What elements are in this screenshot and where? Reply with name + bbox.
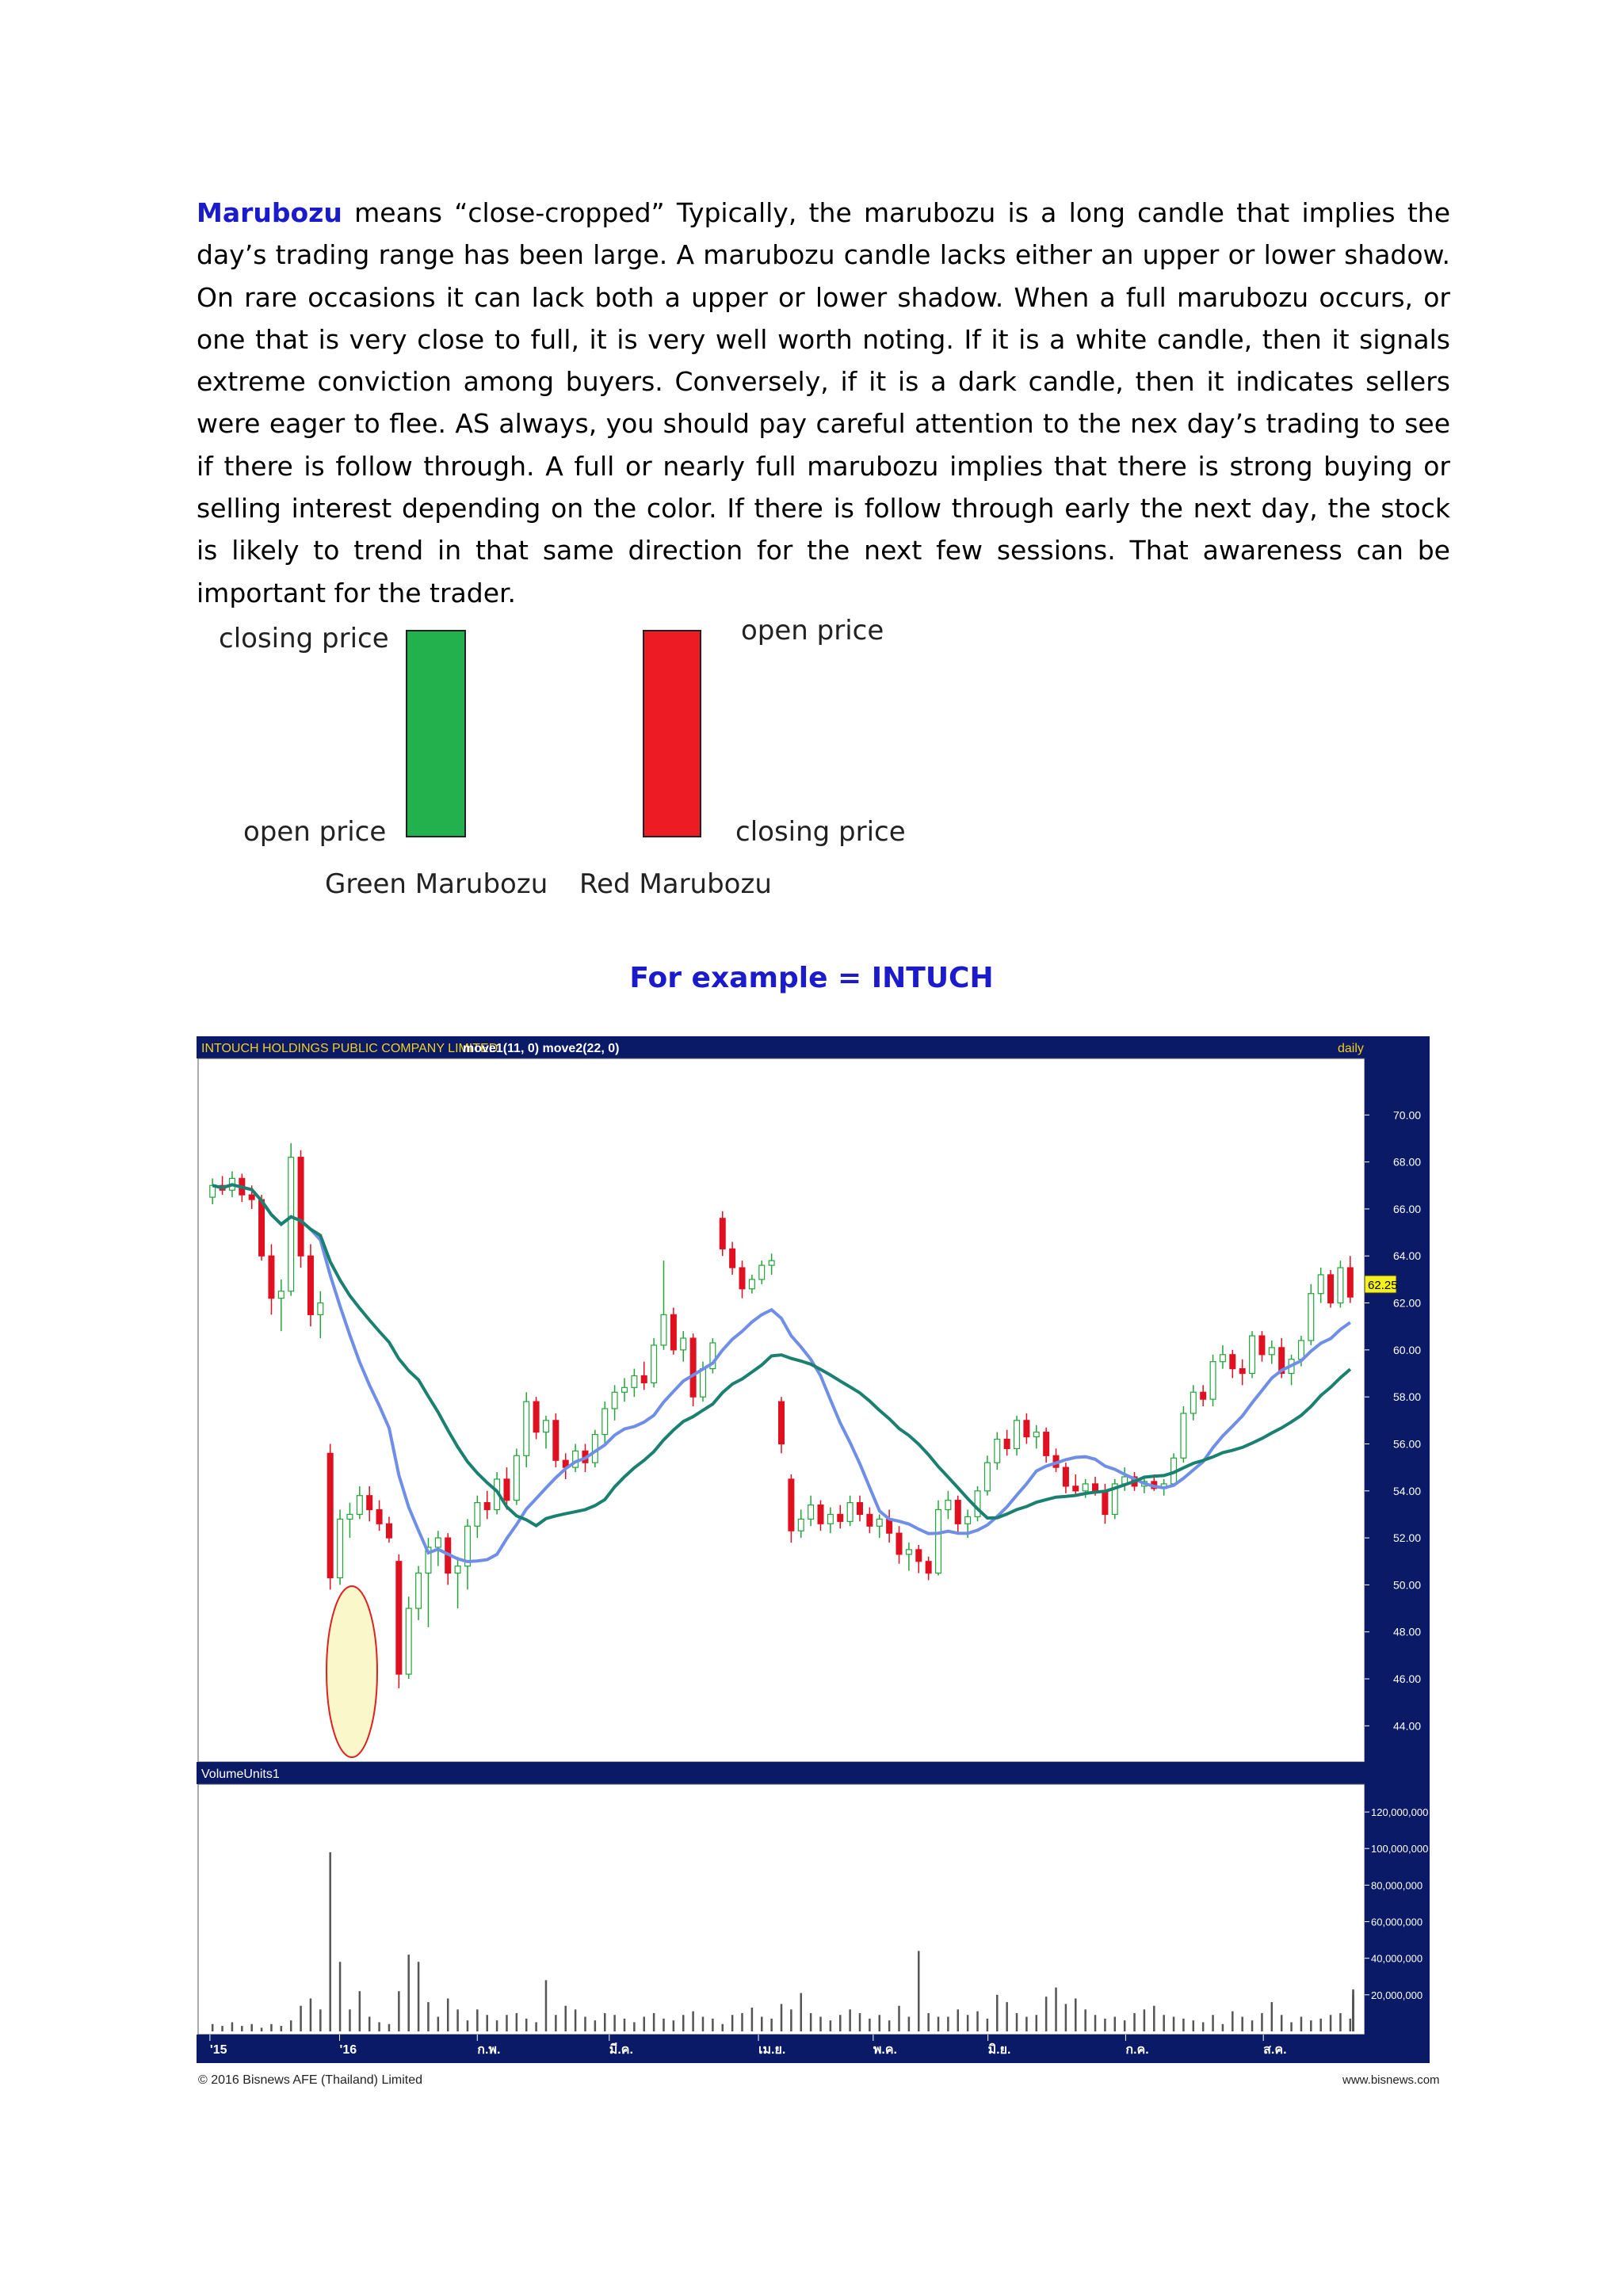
candle-body-up [435, 1538, 441, 1547]
candle-body-up [798, 1519, 804, 1531]
candle-body-up [995, 1440, 1000, 1463]
x-axis-label: ก.ค. [1125, 2043, 1149, 2057]
candle-body-up [416, 1573, 422, 1608]
green-open-price-label: open price [243, 816, 387, 848]
chart-copyright: © 2016 Bisnews AFE (Thailand) Limited [198, 2073, 423, 2087]
price-tick-label: 52.00 [1393, 1531, 1422, 1545]
candle-body-up [701, 1369, 706, 1398]
volume-tick-label: 80,000,000 [1371, 1879, 1423, 1892]
candle-body-down [779, 1402, 785, 1444]
candle-body-down [670, 1314, 676, 1349]
candle-body-down [327, 1453, 333, 1577]
candle-body-up [1269, 1348, 1274, 1355]
candle-body-down [887, 1519, 892, 1533]
intouch-stock-chart [197, 1036, 1440, 2090]
x-axis-label: มิ.ย. [987, 2043, 1011, 2057]
candle-body-up [945, 1501, 951, 1510]
x-axis-label: เม.ย. [758, 2043, 786, 2057]
volume-tick-label: 60,000,000 [1371, 1916, 1423, 1928]
volume-title: VolumeUnits1 [201, 1768, 280, 1781]
price-tick-label: 70.00 [1393, 1108, 1422, 1122]
price-tick-label: 64.00 [1393, 1249, 1422, 1263]
x-axis-label: พ.ค. [873, 2043, 897, 2057]
candle-body-up [965, 1516, 971, 1524]
candle-body-up [338, 1519, 343, 1577]
candle-body-down [1064, 1467, 1069, 1486]
price-tick-label: 48.00 [1393, 1625, 1422, 1638]
candle-body-up [475, 1503, 480, 1527]
candle-body-up [318, 1303, 323, 1315]
candle-body-up [1181, 1413, 1186, 1458]
candle-body-down [1044, 1432, 1049, 1456]
price-tick-label: 58.00 [1393, 1390, 1422, 1404]
candle-body-down [249, 1195, 254, 1199]
candle-body-up [524, 1402, 529, 1455]
candle-body-down [396, 1562, 402, 1674]
price-tick-label: 56.00 [1393, 1437, 1422, 1451]
red-marubozu-candle [643, 630, 701, 837]
volume-tick-label: 20,000,000 [1371, 1989, 1423, 2001]
x-axis-label: '16 [339, 2043, 357, 2057]
candle-body-up [936, 1510, 941, 1573]
last-price-label: 62.25 [1368, 1279, 1398, 1292]
candle-body-down [1201, 1392, 1206, 1399]
candle-body-up [808, 1505, 814, 1520]
candle-body-down [1230, 1355, 1235, 1369]
green-marubozu-caption: Green Marubozu [325, 868, 548, 900]
example-heading: For example = INTUCH [629, 962, 994, 994]
candle-body-down [789, 1479, 794, 1531]
candle-body-up [632, 1375, 637, 1387]
price-tick-label: 44.00 [1393, 1719, 1422, 1733]
candle-body-up [612, 1392, 617, 1409]
marubozu-highlight-ellipse [327, 1586, 377, 1757]
candle-body-down [1347, 1268, 1353, 1297]
x-axis-label: '15 [209, 2043, 227, 2057]
marubozu-description: means “close-cropped” Typically, the marubozu is a long candle that implies the day’s trading range has been large. A marubozu candle lacks either an upper or lower shadow. On rare occasions it can lack both a upper or lower shadow. When a full marubozu occurs, or one that is very close to full, it is very well worth noting. If it is a white candle, then it signals extreme conviction among buyers. Conversely, if it is a dark candle, then it indicates sellers were eager to flee. AS always, you should pay careful attention to the nex day’s trading to see if there is follow through. A full or nearly full marubozu implies that there is strong buying or selling interest depending on the color. If there is follow through early the next day, the stock is likely to trend in that same direction for the next few sessions. That awareness can be important for the trader. [197, 197, 1450, 608]
candle-body-up [1318, 1275, 1323, 1294]
candle-body-down [298, 1158, 304, 1257]
candle-body-down [484, 1503, 490, 1510]
candle-body-up [975, 1491, 980, 1517]
chart-indicators: move1(11, 0) move2(22, 0) [463, 1042, 620, 1055]
candle-body-up [1014, 1421, 1020, 1449]
price-tick-label: 66.00 [1393, 1202, 1422, 1215]
candle-body-up [749, 1280, 754, 1289]
candle-body-down [955, 1501, 960, 1524]
candle-body-down [387, 1524, 392, 1538]
candle-body-up [847, 1503, 853, 1522]
green-marubozu-candle [406, 630, 466, 837]
candle-body-down [1073, 1486, 1079, 1491]
red-closing-price-label: closing price [735, 816, 906, 848]
candle-body-down [1239, 1369, 1245, 1374]
candle-body-down [838, 1514, 843, 1521]
candle-body-up [906, 1550, 911, 1554]
candle-body-down [1093, 1484, 1098, 1491]
candle-body-down [1024, 1421, 1029, 1437]
candle-body-down [376, 1510, 382, 1524]
candle-body-up [288, 1158, 294, 1291]
candle-body-down [533, 1402, 539, 1432]
candle-body-down [867, 1514, 873, 1526]
price-tick-label: 54.00 [1393, 1484, 1422, 1497]
volume-plot-area [198, 1784, 1365, 2035]
price-tick-label: 46.00 [1393, 1672, 1422, 1686]
candle-body-up [278, 1291, 284, 1299]
candle-body-up [514, 1455, 519, 1500]
x-axis-label: ส.ค. [1263, 2043, 1287, 2057]
volume-tick-label: 40,000,000 [1371, 1952, 1423, 1965]
candle-body-down [857, 1503, 863, 1515]
candle-body-down [553, 1421, 559, 1460]
candle-body-up [681, 1338, 686, 1350]
last-price-marker [1365, 1276, 1398, 1293]
candle-body-down [269, 1256, 274, 1298]
marubozu-paragraph [197, 192, 1450, 614]
candle-body-up [622, 1387, 628, 1392]
marubozu-keyword: Marubozu [197, 197, 342, 228]
candle-body-down [739, 1268, 745, 1289]
candle-body-down [916, 1550, 922, 1562]
candle-body-down [259, 1199, 265, 1256]
candle-body-up [602, 1409, 608, 1435]
candle-body-up [455, 1566, 460, 1573]
candle-body-down [641, 1375, 647, 1383]
x-axis-label: ก.พ. [477, 2043, 501, 2057]
volume-title-bar [197, 1762, 1430, 1784]
candle-body-down [720, 1219, 725, 1249]
candle-body-down [926, 1562, 931, 1573]
chart-website: www.bisnews.com [1342, 2073, 1440, 2087]
candle-body-up [1190, 1392, 1196, 1413]
candle-body-up [651, 1345, 657, 1383]
candle-body-down [690, 1338, 696, 1397]
x-axis-bar [197, 2035, 1430, 2063]
candle-body-down [1004, 1440, 1010, 1449]
candle-body-up [406, 1608, 411, 1674]
chart-title: INTOUCH HOLDINGS PUBLIC COMPANY LIMITED [201, 1042, 498, 1055]
candle-body-down [896, 1533, 902, 1554]
candle-body-down [1328, 1275, 1334, 1303]
volume-tick-label: 100,000,000 [1371, 1843, 1429, 1855]
candle-body-up [876, 1519, 882, 1526]
volume-tick-label: 120,000,000 [1371, 1806, 1429, 1819]
price-tick-label: 62.00 [1393, 1296, 1422, 1310]
candle-body-up [357, 1496, 362, 1515]
candle-body-up [1210, 1362, 1216, 1399]
candle-body-up [769, 1261, 774, 1265]
x-axis-label: มี.ค. [609, 2043, 633, 2057]
candle-body-up [984, 1463, 990, 1491]
candle-body-up [827, 1514, 833, 1524]
candle-body-up [1338, 1268, 1343, 1302]
red-open-price-label: open price [741, 615, 884, 646]
candle-body-up [347, 1514, 353, 1519]
candle-body-down [367, 1496, 372, 1510]
candle-body-up [1299, 1341, 1304, 1360]
candle-body-up [1083, 1484, 1088, 1491]
candle-body-up [759, 1265, 765, 1280]
price-tick-label: 68.00 [1393, 1155, 1422, 1169]
candle-body-down [504, 1479, 510, 1501]
candle-body-down [730, 1249, 735, 1268]
candle-body-down [1259, 1336, 1265, 1355]
price-tick-label: 50.00 [1393, 1578, 1422, 1592]
candle-body-up [1220, 1355, 1226, 1362]
candle-body-down [1102, 1491, 1108, 1515]
candle-body-up [1308, 1294, 1314, 1341]
candle-body-down [308, 1256, 314, 1314]
candle-body-up [661, 1314, 666, 1345]
green-closing-price-label: closing price [219, 623, 389, 654]
candle-body-up [1033, 1432, 1039, 1437]
red-marubozu-caption: Red Marubozu [579, 868, 772, 900]
candle-body-up [544, 1421, 549, 1432]
candle-body-up [1250, 1336, 1255, 1373]
candle-body-down [818, 1505, 823, 1524]
chart-period: daily [1338, 1042, 1364, 1055]
price-tick-label: 60.00 [1393, 1343, 1422, 1356]
